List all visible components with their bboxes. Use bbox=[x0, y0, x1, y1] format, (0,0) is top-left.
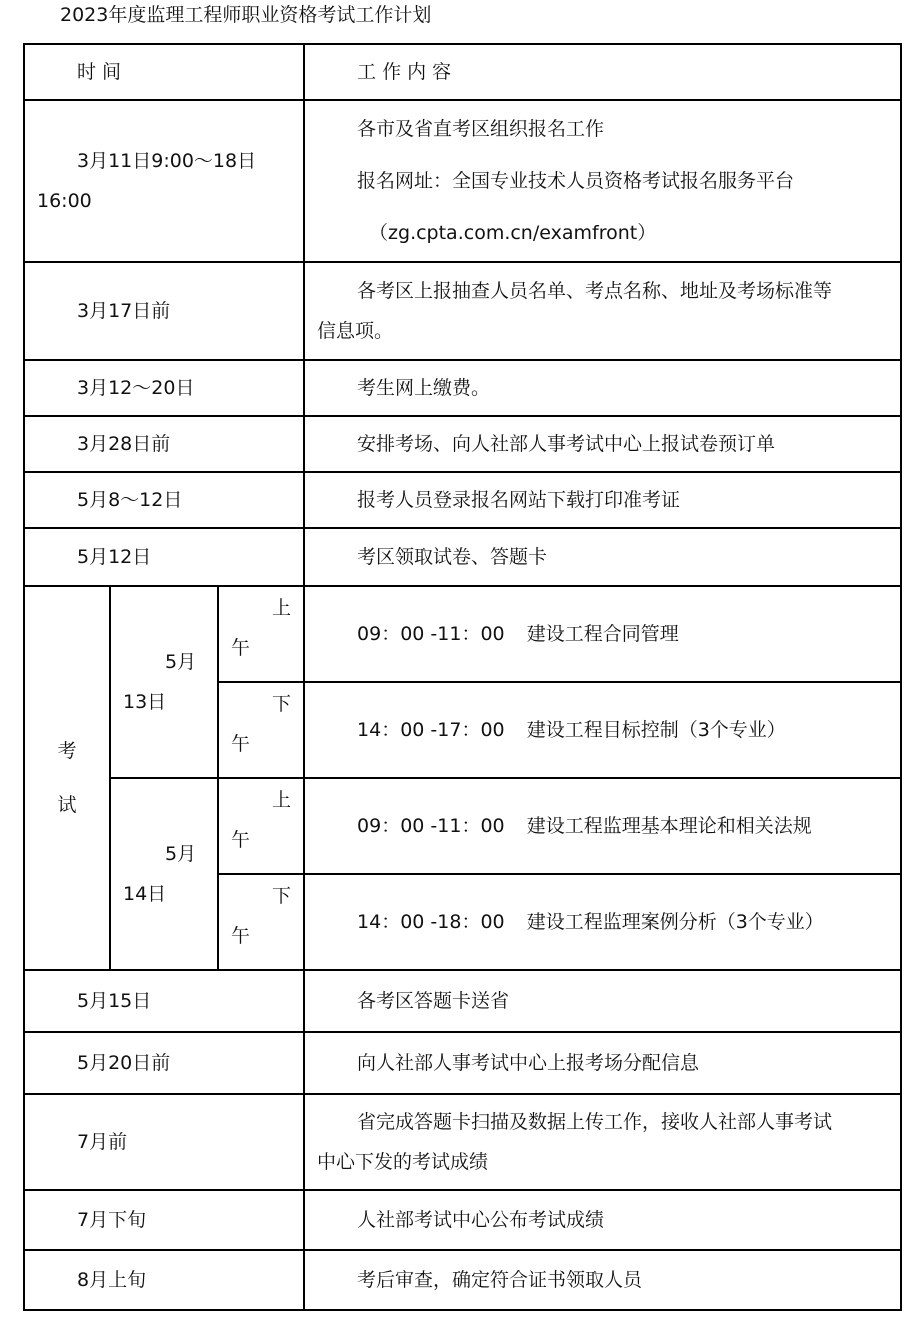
time-cell: 3月17日前 bbox=[24, 262, 304, 360]
exam-time: 14：00 -17：00 bbox=[357, 719, 505, 741]
table-row bbox=[24, 528, 901, 586]
time-line: 3月11日9:00～18日 bbox=[77, 150, 257, 172]
session-half-cell bbox=[218, 586, 304, 682]
table-row bbox=[24, 1190, 901, 1250]
time-cell: 5月20日前 bbox=[24, 1032, 304, 1094]
table-row bbox=[24, 1032, 901, 1094]
exam-content-cell bbox=[304, 682, 901, 778]
session-half-cell bbox=[218, 682, 304, 778]
document-title: 2023年度监理工程师职业资格考试工作计划 bbox=[60, 4, 432, 26]
exam-label: 考 bbox=[57, 740, 77, 762]
exam-content-cell bbox=[304, 778, 901, 874]
content-line: 中心下发的考试成绩 bbox=[317, 1151, 489, 1173]
content-cell bbox=[304, 100, 901, 262]
table-header-row bbox=[24, 44, 901, 100]
table-row bbox=[24, 262, 901, 360]
exam-row bbox=[24, 778, 901, 874]
exam-time: 14：00 -18：00 bbox=[357, 911, 505, 933]
content-cell: 考后审查，确定符合证书领取人员 bbox=[304, 1250, 901, 1310]
table-row bbox=[24, 970, 901, 1032]
time-cell: 3月28日前 bbox=[24, 416, 304, 472]
content-cell: 人社部考试中心公布考试成绩 bbox=[304, 1190, 901, 1250]
content-cell: 考生网上缴费。 bbox=[304, 360, 901, 416]
time-cell: 8月上旬 bbox=[24, 1250, 304, 1310]
session-half-cell bbox=[218, 874, 304, 970]
session-half: 午 bbox=[231, 733, 251, 755]
time-cell: 7月下旬 bbox=[24, 1190, 304, 1250]
exam-date-cell bbox=[110, 778, 218, 970]
exam-date-line: 5月 bbox=[165, 843, 197, 865]
time-line: 16:00 bbox=[37, 190, 92, 212]
exam-date-line: 13日 bbox=[123, 691, 167, 713]
time-cell: 5月12日 bbox=[24, 528, 304, 586]
exam-content-cell bbox=[304, 874, 901, 970]
exam-time: 09：00 -11：00 bbox=[357, 815, 505, 837]
content-line: 各市及省直考区组织报名工作 bbox=[357, 118, 605, 140]
content-cell bbox=[304, 1094, 901, 1190]
schedule-table bbox=[23, 43, 902, 1311]
session-half: 下 bbox=[272, 885, 292, 907]
exam-date-line: 14日 bbox=[123, 883, 167, 905]
content-cell: 各考区答题卡送省 bbox=[304, 970, 901, 1032]
exam-time: 09：00 -11：00 bbox=[357, 623, 505, 645]
table-row bbox=[24, 416, 901, 472]
session-half: 下 bbox=[272, 693, 292, 715]
time-cell: 7月前 bbox=[24, 1094, 304, 1190]
time-cell: 5月15日 bbox=[24, 970, 304, 1032]
exam-date-cell bbox=[110, 586, 218, 778]
session-half: 上 bbox=[272, 597, 292, 619]
content-cell bbox=[304, 262, 901, 360]
table-row bbox=[24, 1250, 901, 1310]
exam-subject: 建设工程监理案例分析（3个专业） bbox=[526, 911, 824, 933]
content-cell: 报考人员登录报名网站下载打印准考证 bbox=[304, 472, 901, 528]
exam-label-cell bbox=[24, 586, 110, 970]
exam-subject: 建设工程目标控制（3个专业） bbox=[526, 719, 786, 741]
content-cell: 安排考场、向人社部人事考试中心上报试卷预订单 bbox=[304, 416, 901, 472]
session-half: 午 bbox=[231, 829, 251, 851]
exam-subject: 建设工程合同管理 bbox=[526, 623, 679, 645]
table-row bbox=[24, 472, 901, 528]
exam-date-line: 5月 bbox=[165, 651, 197, 673]
exam-row bbox=[24, 586, 901, 682]
exam-subject: 建设工程监理基本理论和相关法规 bbox=[526, 815, 812, 837]
content-cell: 考区领取试卷、答题卡 bbox=[304, 528, 901, 586]
content-line: 各考区上报抽查人员名单、考点名称、地址及考场标准等 bbox=[357, 280, 833, 302]
content-line: 报名网址：全国专业技术人员资格考试报名服务平台 bbox=[357, 170, 795, 192]
content-line: 省完成答题卡扫描及数据上传工作，接收人社部人事考试 bbox=[357, 1111, 833, 1133]
table-row bbox=[24, 1094, 901, 1190]
session-half: 上 bbox=[272, 789, 292, 811]
table-row bbox=[24, 100, 901, 262]
exam-label: 试 bbox=[57, 794, 77, 816]
content-line: 信息项。 bbox=[317, 320, 394, 342]
table-row bbox=[24, 360, 901, 416]
time-cell: 3月12～20日 bbox=[24, 360, 304, 416]
time-cell bbox=[24, 100, 304, 262]
exam-content-cell bbox=[304, 586, 901, 682]
content-cell: 向人社部人事考试中心上报考场分配信息 bbox=[304, 1032, 901, 1094]
session-half: 午 bbox=[231, 925, 251, 947]
content-line: （zg.cpta.com.cn/examfront） bbox=[369, 222, 657, 244]
header-time: 时 间 bbox=[24, 44, 304, 100]
session-half-cell bbox=[218, 778, 304, 874]
time-cell: 5月8～12日 bbox=[24, 472, 304, 528]
session-half: 午 bbox=[231, 637, 251, 659]
header-content: 工 作 内 容 bbox=[304, 44, 901, 100]
